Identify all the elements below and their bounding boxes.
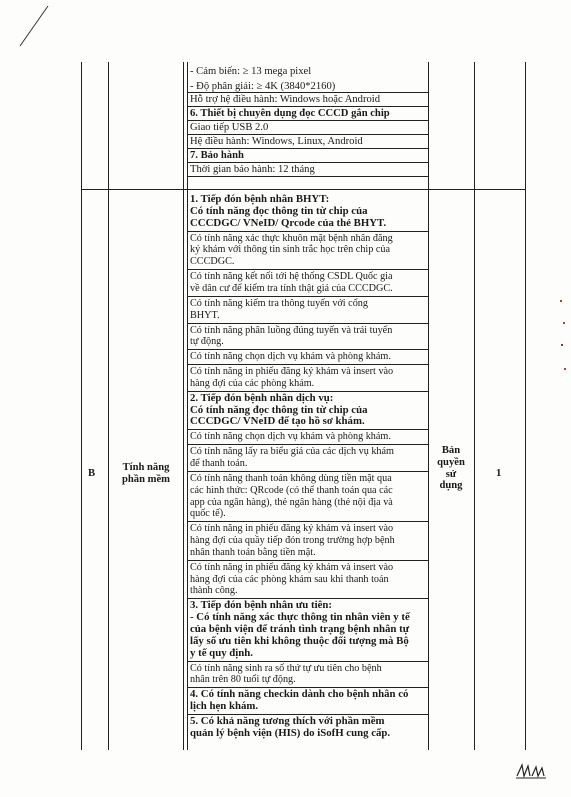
feature-line: nhân thanh toán bằng tiền mặt. [190,546,316,558]
feature-item [190,473,393,520]
feature-line: 2. Tiếp đón bệnh nhân dịch vụ: [190,391,334,404]
feature-item [190,194,386,230]
section-separator [81,189,525,190]
row-divider [187,349,428,350]
feature-line: Có tính năng lấy ra biểu giá của các dịch vụ khám [190,446,394,458]
feature-line: quốc tế). [190,508,226,520]
row-divider [187,231,428,232]
feature-line: để thanh toán. [190,457,248,469]
spec-line: Hỗ trợ hệ điều hành: Windows hoặc Android [190,94,381,105]
feature-line: 1. Tiếp đón bệnh nhân BHYT: [190,193,330,205]
feature-line: Có tính năng in phiếu đăng ký khám và insert vào [190,523,394,535]
feature-line: của bệnh viện để tránh tình trạng bệnh nhân tự [190,623,410,636]
feature-line: lấy số ưu tiên khi không thuộc đối tượng mà Bộ [190,634,409,647]
row-divider [187,134,428,135]
table-border-right [525,62,526,750]
feature-line: - Có tính năng xác thực thông tin nhân viên y tế [190,611,410,624]
feature-item [190,562,393,598]
row-divider [187,444,428,445]
row-divider [187,661,428,662]
feature-line: Có tính năng kết nối tới hệ thống CSDL Quốc gia [190,271,393,283]
feature-line: Có tính năng chọn dịch vụ khám và phòng khám. [190,351,391,363]
table-col-divider-2b [187,62,188,750]
feature-line: Có tính năng đọc thông tin từ chip của [190,204,368,217]
row-divider [187,296,428,297]
row-divider [187,120,428,121]
feature-line: quản lý bệnh viện (HIS) do iSofH cung cấp. [190,726,391,739]
feature-line: Có tính năng phân luồng đúng tuyến và trái tuyến [190,324,393,336]
row-stt: B [88,468,96,479]
table-border-left [81,62,82,750]
spec-line: Thời gian bảo hành: 12 tháng [190,164,315,175]
feature-item [190,233,393,269]
feature-line: CCCDGC/ VNeID/ Qrcode của thẻ BHYT. [190,216,387,229]
signature-initials [515,762,549,780]
spec-line: - Độ phân giải: ≥ 4K (3840*2160) [190,81,336,92]
feature-line: ký khám với thông tin sinh trắc học trên chip của [190,244,391,256]
feature-line: 4. Có tính năng checkin dành cho bệnh nhân có [190,688,409,701]
row-divider [187,323,428,324]
feature-item [190,446,394,470]
row-unit: Bản quyền sử dụng [437,445,465,492]
feature-line: 5. Có khả năng tương thích với phần mềm [190,715,385,727]
feature-line: về dân cư để kiểm tra tính thật giả của CCCDGC. [190,282,393,294]
spec-line: 7. Bảo hành [190,150,244,161]
feature-line: các hình thức: QRcode (có thể thanh toán qua các [190,484,393,496]
row-divider [187,471,428,472]
spec-line: - Cảm biến: ≥ 13 mega pixel [190,66,312,77]
feature-item [190,600,410,659]
feature-line: y tế quy định. [190,646,254,659]
row-divider [187,269,428,270]
table-col-divider-2 [183,62,184,750]
feature-line: CCCDGC. [190,256,235,268]
feature-line: 3. Tiếp đón bệnh nhân ưu tiên: [190,599,332,612]
feature-item [190,523,395,559]
feature-item [190,366,393,390]
feature-line: Có tính năng kiểm tra thông tuyến với cổng [190,297,368,309]
row-name: Tính năng phần mềm [122,462,170,485]
feature-line: hàng đợi của các phòng khám sau khi thanh toán [190,573,389,585]
row-divider [187,162,428,163]
feature-item [190,663,382,687]
table-col-divider-4 [474,62,475,750]
row-divider [187,429,428,430]
row-divider [187,521,428,522]
row-divider [187,106,428,107]
row-divider [187,176,428,177]
feature-line: hàng đợi của các phòng khám. [190,377,315,389]
feature-line: Có tính năng chọn dịch vụ khám và phòng khám. [190,431,391,443]
feature-line: Có tính năng sinh ra số thứ tự ưu tiên cho bệnh [190,662,382,674]
spec-line: 6. Thiết bị chuyên dụng đọc CCCD gắn chip [190,108,390,119]
feature-line: app của ngân hàng), thẻ ngân hàng (thẻ nội địa và [190,496,393,508]
feature-line: Có tính năng in phiếu đăng ký khám và insert vào [190,366,394,378]
feature-line: CCCDGC/ VNeID để tạo hồ sơ khám. [190,415,365,428]
row-divider [187,560,428,561]
feature-item [190,271,393,295]
row-divider [187,148,428,149]
feature-item [190,431,391,443]
feature-line: nhân trên 80 tuổi tự động. [190,674,296,686]
table-col-divider-3 [428,62,429,750]
feature-item [190,689,408,713]
feature-line: lịch hẹn khám. [190,700,259,713]
row-divider [187,92,428,93]
feature-line: tự động. [190,336,224,348]
feature-item [190,393,367,429]
feature-item [190,325,392,349]
feature-line: Có tính năng in phiếu đăng ký khám và insert vào [190,561,394,573]
feature-item [190,351,391,363]
spec-line: Giao tiếp USB 2.0 [190,122,269,133]
feature-line: BHYT. [190,309,220,321]
feature-line: hàng đợi của quầy tiếp đón trong trường hợp bệnh [190,535,395,547]
feature-item [190,716,390,740]
feature-line: thành công. [190,585,238,597]
spec-line: Hệ điều hành: Windows, Linux, Android [190,136,363,147]
feature-line: Có tính năng thanh toán không dùng tiền mặt qua [190,472,392,484]
table-col-divider-1 [108,62,109,750]
row-divider [187,364,428,365]
corner-fold-mark [0,0,60,50]
feature-item [190,298,368,322]
feature-line: Có tính năng xác thực khuôn mặt bệnh nhân đăng [190,232,393,244]
row-quantity: 1 [496,468,502,479]
feature-line: Có tính năng đọc thông tin từ chip của [190,403,368,416]
